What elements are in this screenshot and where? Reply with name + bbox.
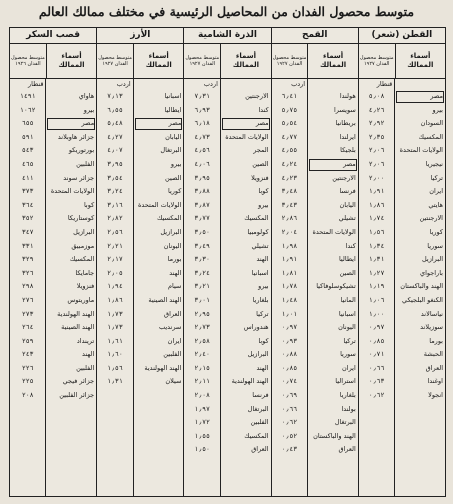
yield-value: ١٠٦٢ (19, 105, 36, 114)
country-name: الصين (339, 268, 356, 277)
country-name: الارجنتين (245, 92, 269, 100)
country-name: هندوراس (243, 323, 269, 332)
yield-value: ٣٫٥٤ (107, 173, 123, 182)
country-column (394, 79, 445, 496)
country-name: بورما (167, 255, 182, 264)
country-name: العراق (164, 309, 182, 318)
yield-value: ١٫٦٠ (107, 350, 123, 359)
country-name: تشيكوسلوفاكيا (316, 282, 356, 291)
yield-value: ٣٫٤٣ (281, 200, 298, 209)
yield-value: ٣٢٦ (21, 268, 34, 277)
yield-value: ٠٫٧١ (368, 350, 385, 359)
country-name: تشيلي (338, 214, 356, 223)
country-name: اوغندا (427, 377, 443, 386)
unit-label: قنطار (27, 80, 44, 88)
yield-value: ١٫١٩ (368, 282, 385, 291)
yield-value: ٢٫٢١ (107, 241, 123, 250)
unit-label: اردب (116, 80, 131, 88)
yield-column-header: متوسط محصول الفدان ١٩٢٦ (11, 55, 45, 67)
yield-value: ٥٩١ (21, 132, 34, 141)
country-name: ماوريتوس (67, 295, 95, 304)
yield-column (272, 79, 308, 496)
yield-value: ١٫٧٤ (368, 214, 385, 223)
yield-value: ٣٢٩ (21, 255, 34, 264)
country-name: اسبانيا (251, 268, 269, 277)
country-name: الهند والباكستان (400, 282, 443, 291)
country-name: الارجنتين (332, 173, 356, 182)
country-column-header: أسماء الممالك (46, 44, 96, 78)
country-name: المكسيك (69, 255, 95, 264)
sugarcane-section (10, 28, 96, 496)
country-name: نيجيريا (425, 159, 443, 168)
rice-section (96, 28, 183, 496)
yield-value: ١٫٠٦ (368, 295, 385, 304)
unit-spacer (221, 79, 271, 90)
country-name: الحبشة (423, 350, 443, 359)
wheat-section (271, 28, 358, 496)
yield-value: ٣٫٨٨ (194, 187, 210, 196)
country-name: هايتي (428, 200, 443, 209)
unit-spacer (46, 79, 96, 90)
yield-value: ٧٫٣١ (194, 92, 210, 100)
country-name: سيلان (165, 377, 182, 386)
yield-value: ٢٫٠٦ (368, 146, 385, 155)
country-name: اسبانيا (164, 92, 182, 100)
yield-value: ٠٫٦٢ (368, 391, 385, 400)
yield-value: ٠٫٤٣ (281, 445, 298, 454)
yield-value: ١٫٩٨ (281, 241, 298, 250)
yield-value: ٤٫٥٥ (281, 146, 298, 155)
country-name: تشيلي (251, 241, 269, 250)
yield-value: ٢٢٥ (21, 377, 34, 386)
country-column-header: أسماء الممالك (133, 44, 183, 78)
yield-value: ٢٫٠٥ (107, 268, 123, 277)
yield-column-header: متوسط محصول الفدان ١٩٢٧ (359, 55, 394, 67)
country-name: انجولا (428, 391, 443, 400)
column-subheader (272, 44, 358, 79)
country-name: جزائر سوند (63, 173, 95, 182)
yield-value: ٤٫٢٣ (281, 173, 298, 182)
yield-value: ٠٫٦٩ (281, 391, 298, 400)
country-name: مصر (308, 158, 358, 172)
country-column-header: أسماء الممالك (220, 44, 270, 78)
section-body (359, 79, 445, 496)
yield-value: ٣٫٨٧ (194, 200, 210, 209)
yield-value: ٣٫٩٥ (194, 173, 210, 182)
country-name: البرتغال (247, 404, 269, 413)
yield-value: ٢٫١٧ (107, 255, 123, 264)
yield-value: ١٫٠١ (281, 309, 298, 318)
yield-value: ٣٫٢٤ (194, 268, 210, 277)
crop-header: القطن (شعر) (359, 28, 445, 44)
country-name: سوريا (427, 241, 443, 250)
yield-value: ٤٫٧٣ (194, 132, 210, 141)
country-name: الكنغو البلجيكي (402, 295, 443, 304)
country-column (307, 79, 358, 496)
yield-column-header: متوسط محصول الفدان ١٩٢٧ (98, 55, 132, 67)
yield-value: ٢٫٤٠ (194, 350, 210, 359)
unit-spacer (134, 79, 184, 90)
yield-value: ٠٫٩٧ (368, 323, 385, 332)
country-name: بلغاريا (339, 391, 356, 400)
yield-value: ٢٫٠٦ (368, 159, 385, 168)
country-name: الهند (82, 350, 95, 359)
country-name: بلجيكا (340, 146, 356, 155)
yield-value: ٤٫٥٦ (194, 146, 210, 155)
yield-value: ٤٫٢٧ (107, 132, 123, 141)
country-name: بيرو (83, 105, 95, 114)
yield-column (97, 79, 133, 496)
country-name: الفلبين (76, 159, 95, 168)
country-column-header: أسماء الممالك (307, 44, 357, 78)
unit-spacer (395, 79, 445, 90)
yield-value: ٣٫٧٧ (194, 214, 210, 223)
column-subheader (184, 44, 270, 79)
country-name: الصين (165, 173, 182, 182)
country-name: فنزويلا (76, 282, 95, 291)
yield-value: ٢٢٦ (21, 363, 34, 372)
country-name: موزمبيق (71, 241, 95, 250)
country-name: تركيا (430, 173, 443, 182)
country-name: الهند الصينية (61, 323, 95, 332)
country-name: كوبا (258, 336, 269, 345)
yield-value: ٢٤٣ (21, 350, 34, 359)
yield-value: ٢٫٩٥ (194, 309, 210, 318)
country-column (45, 79, 96, 496)
country-name: الفلبين (76, 363, 95, 372)
yield-value: ٢٫١٥ (194, 363, 210, 372)
country-name: بورما (429, 336, 443, 345)
yield-value: ١٫٧٣ (107, 309, 123, 318)
country-name: بيرو (170, 159, 182, 168)
country-name: المكسيك (157, 214, 182, 223)
yield-value: ٣٫٤٩ (194, 241, 210, 250)
country-name: بيرو (432, 105, 443, 114)
yield-value: ٤١١ (21, 173, 34, 182)
country-name: المانيا (340, 295, 356, 304)
yield-value: ٤٫٢٤ (281, 159, 298, 168)
country-name: هولندا (339, 92, 356, 100)
yield-value: ١٫٠٠ (368, 309, 385, 318)
yield-value: ٢٫٨٦ (281, 214, 298, 223)
country-name: جامايكا (75, 268, 95, 277)
yield-value: ٢٫٠٨ (194, 391, 210, 400)
yield-value: ٥٫٤٨ (107, 119, 123, 128)
yield-value: ١٫٨٦ (107, 295, 123, 304)
yield-value: ٢٫٥٨ (194, 336, 210, 345)
yield-value: ٢٠٨ (21, 391, 34, 400)
yield-value: ٠٫٩٧ (281, 323, 298, 332)
unit-label: قنطار (376, 80, 393, 88)
column-subheader (97, 44, 183, 79)
crop-header: الذرة الشامية (184, 28, 270, 44)
yield-value: ٦٫١٨ (194, 119, 210, 128)
crop-header: الأرز (97, 28, 183, 44)
yield-value: ٢٫٠٤ (281, 227, 298, 236)
yield-value: ١٫٩٤ (107, 282, 123, 291)
yield-value: ١٫٣١ (368, 255, 385, 264)
country-name: مصر (134, 117, 184, 131)
country-name: فنزويلا (251, 173, 269, 182)
country-column (133, 79, 184, 496)
yield-value: ٢٫٨٢ (107, 214, 123, 223)
country-name: جزائر الفلبين (59, 391, 95, 400)
country-name: البرازيل (73, 227, 95, 236)
yield-value: ٢٫١١ (194, 377, 210, 386)
country-name: الولايات المتحدة (312, 227, 356, 236)
yield-value: ١٫٨١ (281, 268, 298, 277)
country-name: البرتغال (334, 418, 356, 427)
section-body (272, 79, 358, 496)
country-name: الصين (252, 159, 269, 168)
yield-value: ٣٫٥٠ (194, 227, 210, 236)
yield-value: ٠٫٩٣ (281, 336, 298, 345)
country-name: الولايات المتحدة (50, 187, 95, 196)
country-name: بيرو (258, 200, 269, 209)
yield-value: ٢٧٣ (21, 309, 34, 318)
yield-value: ٠٫٥٢ (281, 431, 298, 440)
yield-value: ٠٫٦٦ (281, 404, 298, 413)
yield-value: ١٫٥٦ (107, 363, 123, 372)
country-name: نياسالاند (420, 309, 443, 318)
maize-section (183, 28, 270, 496)
yield-column (184, 79, 220, 496)
country-column-header: أسماء الممالك (395, 44, 445, 78)
unit-label: اردب (203, 80, 218, 88)
yield-value: ٣٥٢ (21, 214, 34, 223)
country-name: مصر (46, 117, 96, 131)
country-name: جزائر فيجي (62, 377, 95, 386)
yield-value: ١٫٧٣ (107, 323, 123, 332)
country-name: ايطاليا (338, 255, 356, 264)
column-subheader (359, 44, 445, 79)
yield-value: ١٤٩١ (19, 92, 36, 100)
country-name: كولومبيا (247, 227, 269, 236)
yield-value: ٠٫٦٢ (281, 418, 298, 427)
country-name: الهند الهولندية (231, 377, 269, 386)
yield-value: ١٫٣٤ (368, 241, 385, 250)
section-body (97, 79, 183, 496)
yield-value: ١٫٤٨ (281, 295, 298, 304)
country-name: مصر (221, 117, 271, 131)
yield-value: ٦٥٥ (21, 119, 34, 128)
yield-value: ١٫٥٥ (194, 431, 210, 440)
country-name: سوزيلاند (420, 323, 443, 332)
country-name: اليونان (163, 241, 182, 250)
country-name: ترينداد (76, 336, 95, 345)
country-name: تركيا (256, 309, 269, 318)
yield-column (10, 79, 46, 496)
yield-value: ٦٫٥٥ (107, 105, 123, 114)
country-name: فرنسا (252, 391, 269, 400)
country-name: الفلبين (250, 418, 269, 427)
country-name: البرازيل (421, 255, 443, 264)
country-name: المكسيك (244, 214, 269, 223)
unit-label: اردب (291, 80, 306, 88)
yield-value: ٥٫٥٤ (281, 119, 298, 128)
yield-value: ٣٫٣٠ (194, 255, 210, 264)
country-name: سوريا (340, 350, 356, 359)
yield-value: ١٫٩٧ (194, 404, 210, 413)
country-name: استراليا (335, 377, 356, 386)
yield-value: ٣٫٢١ (194, 282, 210, 291)
country-name: مصر (395, 90, 445, 104)
country-name: ايران (429, 187, 443, 196)
yield-value: ١٫٥٠ (194, 445, 210, 454)
country-name: باراجواي (419, 268, 443, 277)
yield-value: ١٫٩١ (281, 255, 298, 264)
yield-value: ٣٣١ (21, 241, 34, 250)
country-name: سرنديب (158, 323, 182, 332)
section-body (184, 79, 270, 496)
yield-value: ١٫٥٦ (368, 227, 385, 236)
unit-spacer (308, 79, 358, 90)
country-name: الهند والباكستان (313, 431, 356, 440)
yield-column-header: متوسط محصول الفدان ١٩٢٧ (185, 55, 220, 67)
country-column (220, 79, 271, 496)
country-name: الفلبين (163, 350, 182, 359)
yield-value: ١٫٨٦ (368, 200, 385, 209)
country-name: اليابان (165, 132, 182, 141)
country-name: الولايات المتحدة (138, 200, 182, 209)
yield-value: ٢٥٩ (21, 336, 34, 345)
country-name: ايرلندا (339, 132, 356, 141)
yield-value: ٣٫٢٤ (107, 187, 123, 196)
country-name: المكسيك (244, 431, 269, 440)
crop-header: قصب السكر (10, 28, 96, 44)
yield-column (359, 79, 395, 496)
yield-value: ٣٫٠١ (194, 295, 210, 304)
yield-value: ١٫٣١ (107, 377, 123, 386)
yield-value: ٢٧٦ (21, 295, 34, 304)
country-name: هاواي (78, 92, 95, 100)
yield-value: ٥٫٠٨ (368, 92, 385, 100)
yield-table (9, 27, 446, 497)
yield-value: ١٫٦١ (107, 336, 123, 345)
country-name: الهند (256, 255, 269, 264)
country-name: اسبانيا (338, 309, 356, 318)
country-name: البرازيل (247, 350, 269, 359)
country-name: بولندا (341, 404, 356, 413)
yield-value: ٣٧٣ (21, 187, 34, 196)
yield-value: ١٫٢٧ (368, 268, 385, 277)
country-name: الارجنتين (419, 214, 443, 223)
country-name: الولايات المتحدة (225, 132, 269, 141)
yield-column-header: متوسط محصول الفدان ١٩٢٧ (272, 55, 307, 67)
yield-value: ٢٫٣٥ (368, 132, 385, 141)
country-name: جزائر هاوبلاند (57, 132, 95, 141)
yield-value: ٢٫٧٣ (194, 323, 210, 332)
country-name: الهند الهولندية (144, 363, 182, 372)
country-name: كندا (345, 241, 356, 250)
country-name: بيرو (258, 282, 269, 291)
country-name: اليابان (339, 200, 356, 209)
section-body (10, 79, 96, 496)
yield-value: ٦٫٤١ (281, 92, 298, 100)
country-name: سويسرا (333, 105, 356, 114)
yield-value: ٣٦٤ (21, 200, 34, 209)
yield-value: ٠٫٨٨ (281, 350, 298, 359)
yield-value: ٤٫٢٦ (368, 105, 385, 114)
yield-value: ٢٫٠٠ (368, 173, 385, 182)
country-name: العراق (338, 445, 356, 454)
cotton-section (358, 28, 445, 496)
country-name: البرتغال (160, 146, 182, 155)
crop-header: القمح (272, 28, 358, 44)
country-name: المكسيك (418, 132, 443, 141)
page-title: متوسط محصول الفدان من المحاصيل الرئيسية في مختلف ممالك العالم (38, 4, 415, 19)
country-name: كوبا (83, 200, 95, 209)
country-name: العراق (425, 363, 443, 372)
country-name: كوريا (429, 227, 443, 236)
country-name: الهند الهولندية (57, 309, 95, 318)
country-name: فرنسا (339, 187, 356, 196)
country-name: بريطانيا (335, 119, 356, 128)
yield-value: ٤٫٧٧ (281, 132, 298, 141)
country-name: ايران (167, 336, 182, 345)
country-name: تركيا (343, 336, 356, 345)
yield-value: ٢٫٥٦ (107, 227, 123, 236)
country-name: العراق (251, 445, 269, 454)
yield-value: ٧٫١٣ (107, 92, 123, 100)
yield-value: ٠٫٦٣ (368, 377, 385, 386)
yield-value: ٠٫٧٤ (281, 377, 298, 386)
country-name: بلغاريا (252, 295, 269, 304)
yield-value: ٣٤٧ (21, 227, 34, 236)
yield-value: ٥٫٧٥ (281, 105, 298, 114)
yield-value: ٣٫٤٨ (281, 187, 298, 196)
country-name: ايران (342, 363, 356, 372)
country-name: ايطاليا (164, 105, 182, 114)
yield-value: ٢٩٨ (21, 282, 34, 291)
country-name: كوبا (258, 187, 269, 196)
yield-value: ١٫٩١ (368, 187, 385, 196)
yield-value: ٥٤٣ (21, 146, 34, 155)
yield-value: ٠٫٦٦ (368, 363, 385, 372)
yield-value: ١٫٧٨ (281, 282, 298, 291)
yield-value: ٠٫٨٥ (368, 336, 385, 345)
yield-value: ٤٦٥ (21, 159, 34, 168)
yield-value: ٣٫١٦ (107, 200, 123, 209)
yield-value: ٤٫٠٧ (107, 146, 123, 155)
yield-value: ٣٫٩٥ (107, 159, 123, 168)
country-name: المجر (253, 146, 269, 155)
yield-value: ٦٫٩٣ (194, 105, 210, 114)
country-name: الولايات المتحدة (399, 146, 443, 155)
country-name: كوستاريكا (67, 214, 95, 223)
country-name: البرازيل (160, 227, 182, 236)
country-name: الهند (169, 268, 182, 277)
yield-value: ٢٦٤ (21, 323, 34, 332)
country-name: بورتوريكو (68, 146, 95, 155)
country-name: كندا (258, 105, 269, 114)
yield-value: ٠٫٨٥ (281, 363, 298, 372)
column-subheader (10, 44, 96, 79)
country-name: اليونان (338, 323, 356, 332)
country-name: الهند (256, 363, 269, 372)
yield-value: ٤٫٠٦ (194, 159, 210, 168)
yield-value: ٢٫٩٢ (368, 119, 385, 128)
country-name: كوريا (168, 187, 182, 196)
yield-value: ١٫٧٢ (194, 418, 210, 427)
country-name: سيام (167, 282, 182, 291)
country-name: السودان (420, 119, 443, 128)
country-name: الهند الصينية (148, 295, 182, 304)
